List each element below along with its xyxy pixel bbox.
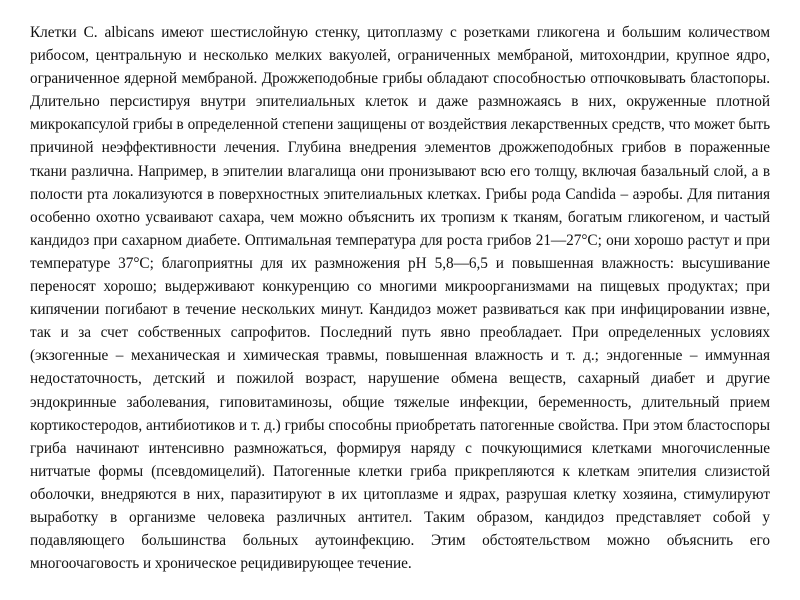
body-paragraph: Клетки C. albicans имеют шестислойную стенку, цитоплазму с розетками гликогена и большим количеством рибосом, центральную и несколько мелких вакуолей, ограниченных мембраной, митохондрии, крупное ядро, ограниченное ядерной мембраной. Дрожжеподобные грибы обладают способностью отпочковывать бластопоры. Длительно персистируя внутри эпителиальных клеток и даже размножаясь в них, окруженные плотной микрокапсулой грибы в определенной степени защищены от воздействия лекарственных средств, что может быть причиной неэффективности лечения. Глубина внедрения элементов дрожжеподобных грибов в пораженные ткани различна. Например, в эпителии влагалища они пронизывают всю его толщу, включая базальный слой, а в полости рта локализуются в поверхностных эпителиальных клетках. Грибы рода Candida – аэробы. Для питания особенно охотно усваивают сахара, чем можно объяснить их тропизм к тканям, богатым гликогеном, и частый кандидоз при сахарном диабете. Оптимальная температура для роста грибов 21—27°С; они хорошо растут и при температуре 37°С; благоприятны для их размножения рН 5,8—6,5 и повышенная влажность: высушивание переносят хорошо; выдерживают конкуренцию со многими микроорганизмами на пищевых продуктах; при кипячении погибают в течение нескольких минут. Кандидоз может развиваться как при инфицировании извне, так и за счет собственных сапрофитов. Последний путь явно преобладает. При определенных условиях (экзогенные – механическая и химическая травмы, повышенная влажность и т. д.; эндогенные – иммунная недостаточность, детский и пожилой возраст, нарушение обмена веществ, сахарный диабет и другие эндокринные заболевания, гиповитаминозы, общие тяжелые инфекции, беременность, длительный прием кортикостеродов, антибиотиков и т. д.) грибы способны приобретать патогенные свойства. При этом бластоспоры гриба начинают интенсивно размножаться, формируя наряду с почкующимися клетками многочисленные нитчатые формы (псевдомицелий). Патогенные клетки гриба прикрепляются к клеткам эпителия слизистой оболочки, внедряются в них, паразитируют в их цитоплазме и ядрах, разрушая клетку хозяина, стимулируют выработку в организме человека различных антител. Таким образом, кандидоз представляет собой у подавляющего большинства больных аутоинфекцию. Этим обстоятельством можно объяснить его многоочаговость и хроническое рецидивирующее течение. bbox=[30, 24, 770, 573]
document-page bbox=[30, 21, 770, 591]
